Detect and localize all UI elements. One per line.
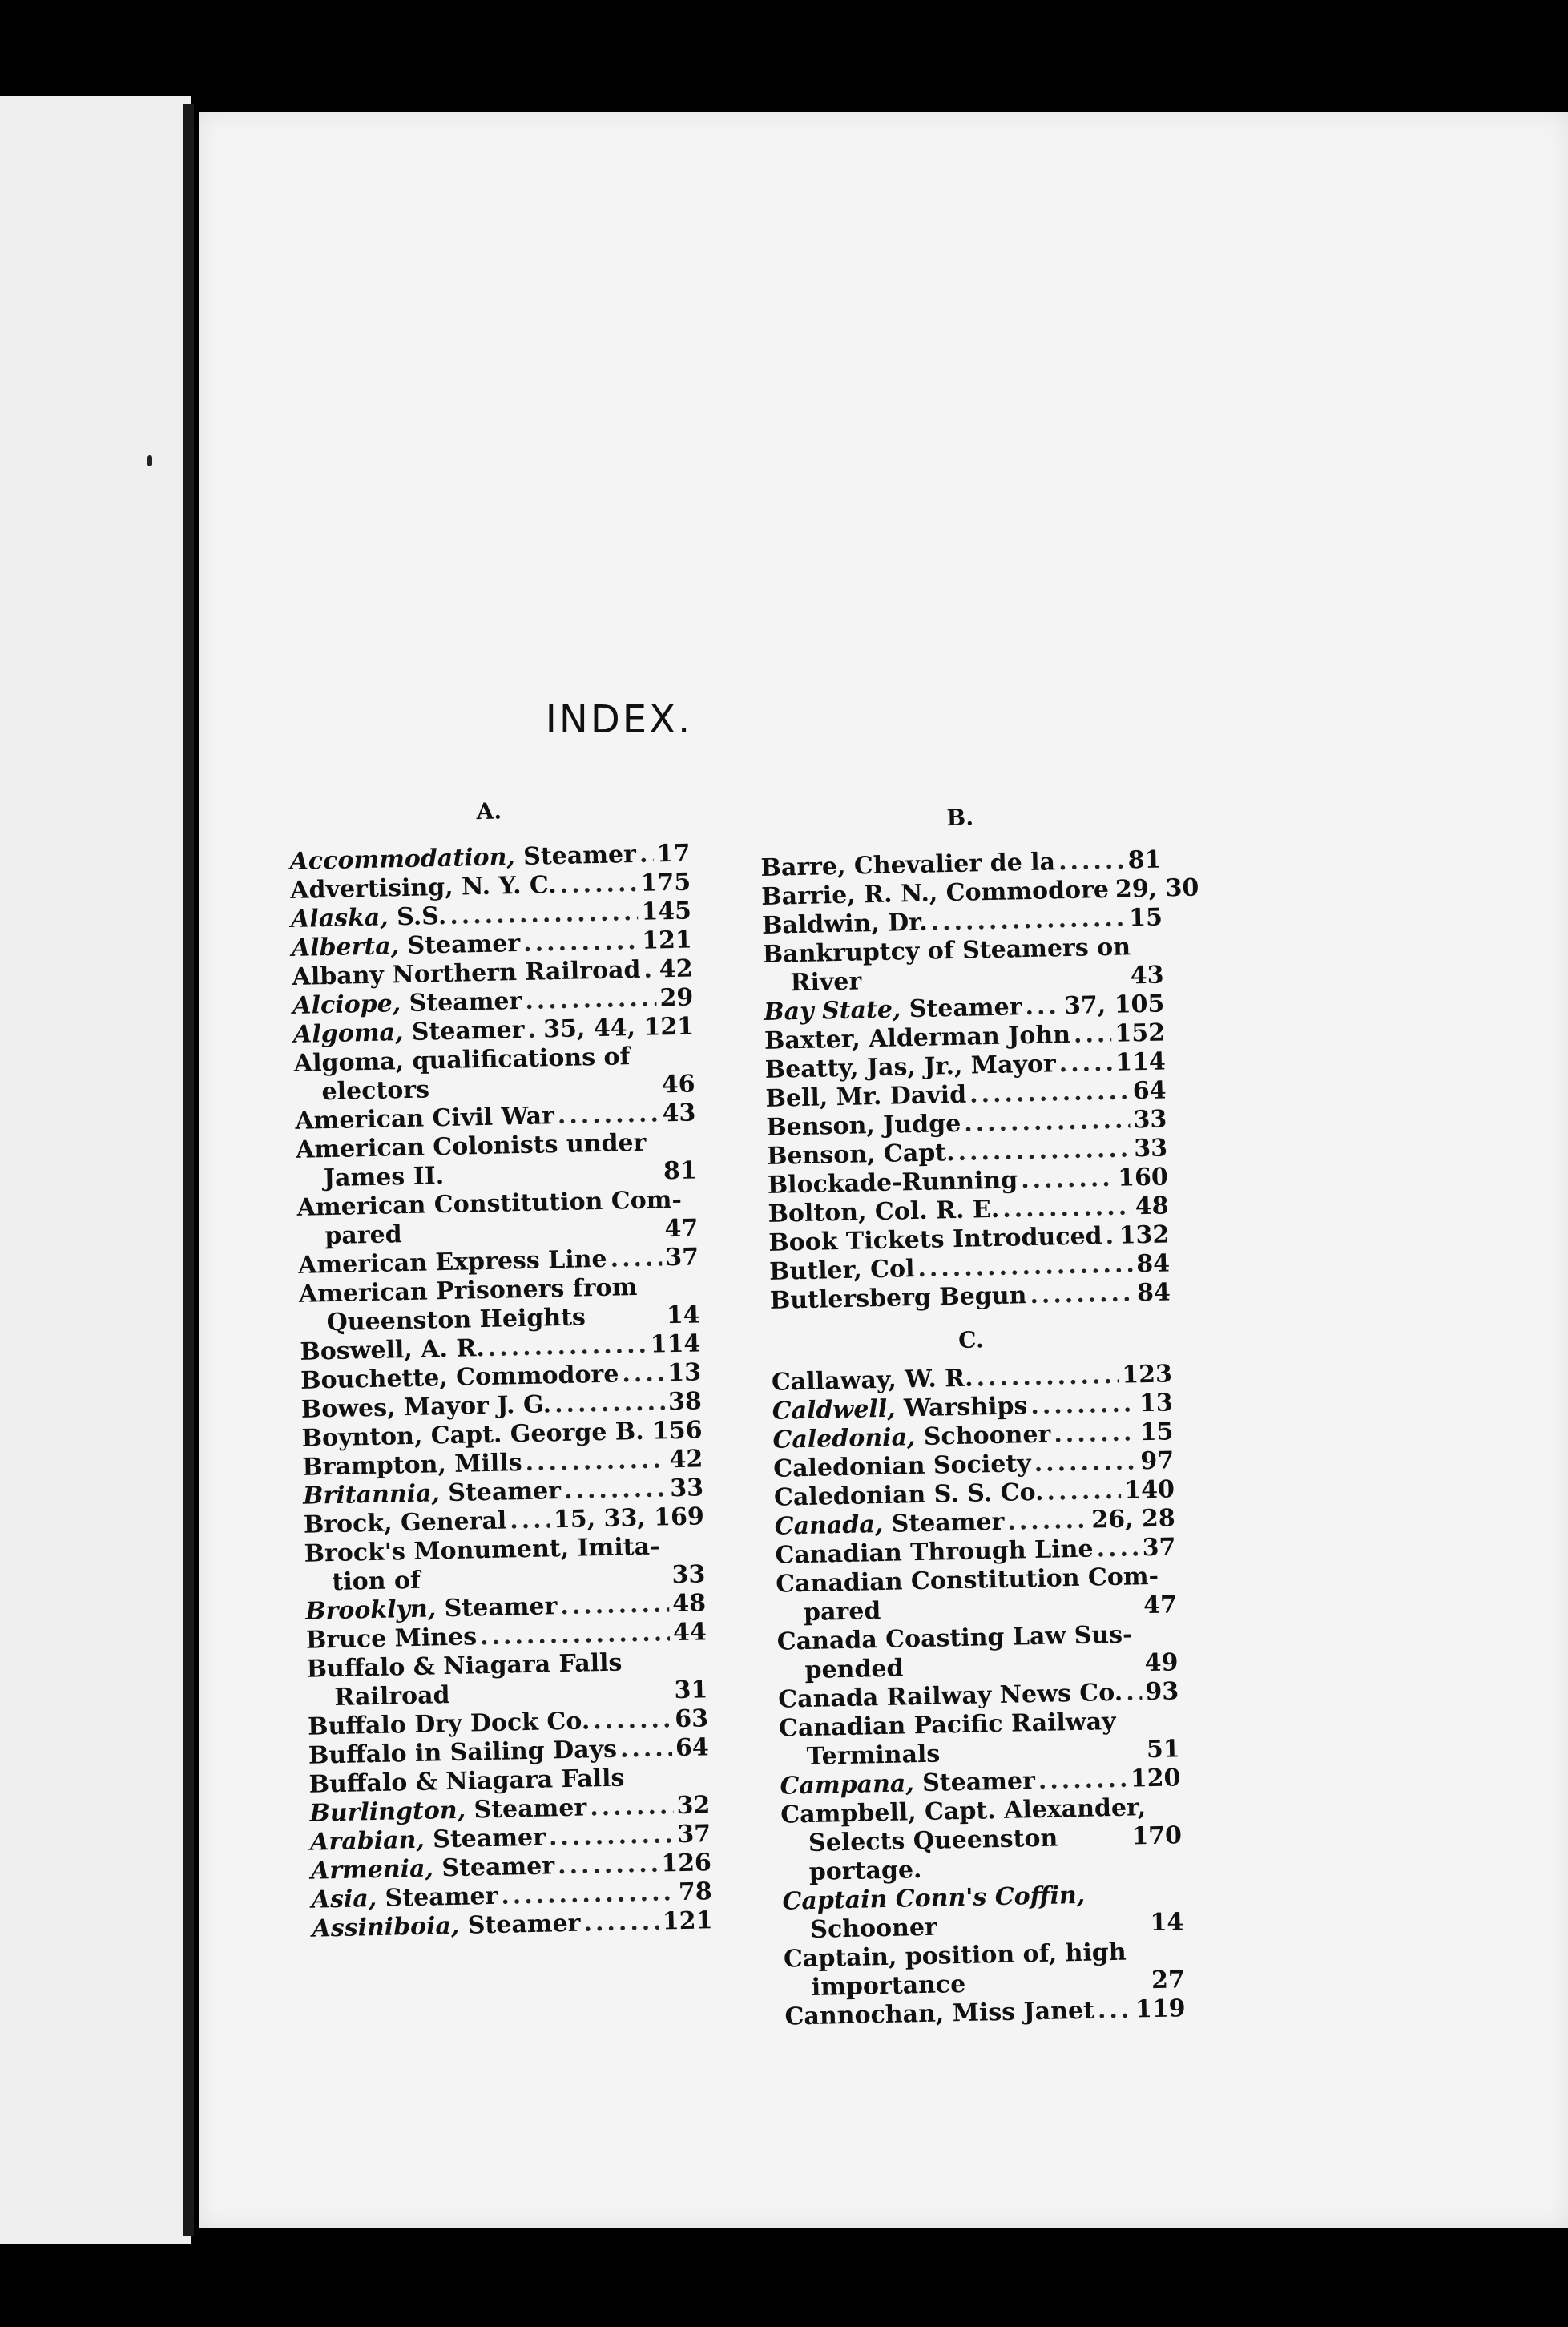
leader-dots	[564, 1474, 667, 1506]
entry-name: Boynton, Capt. George B.	[301, 1417, 644, 1453]
entry-name: Advertising, N. Y. C.	[289, 871, 558, 905]
entry-cont-text: James II.	[323, 1162, 445, 1193]
entry-name: American Colonists under	[295, 1128, 647, 1164]
entry-cont-text: pared	[803, 1597, 881, 1627]
ink-speck	[147, 455, 152, 466]
leader-dots	[480, 1619, 671, 1651]
entry-cont-text: Queenston Heights	[326, 1303, 586, 1337]
page-number: 63	[674, 1704, 709, 1734]
entry-cont-text: Selects Queenston portage.	[808, 1824, 1058, 1886]
page-number: 43	[662, 1099, 696, 1128]
entry-heading	[762, 909, 928, 941]
index-entry	[296, 1185, 698, 1251]
page-number: 15	[1139, 1418, 1174, 1447]
leader-dots	[865, 983, 1127, 989]
entry-cont-text: importance	[811, 1970, 966, 2002]
page-number: 37, 105	[1063, 990, 1165, 1021]
page-number: 29	[659, 983, 694, 1013]
index-entry	[784, 1937, 1185, 2002]
page-number: 120	[1130, 1764, 1181, 1793]
page-number: 33	[671, 1560, 706, 1590]
entry-heading	[768, 1196, 999, 1229]
entry-cont-text: Railroad	[334, 1681, 450, 1712]
page-number: 152	[1115, 1018, 1166, 1048]
entry-italic-name: Burlington,	[309, 1796, 466, 1828]
entry-italic-name: Alciope,	[292, 990, 401, 1020]
page-number: 47	[1143, 1591, 1178, 1620]
entry-name: Schooner	[915, 1420, 1051, 1452]
entry-cont-text: Schooner	[809, 1913, 938, 1944]
leader-dots	[1038, 1765, 1127, 1796]
page-number: 15, 33, 169	[553, 1502, 705, 1535]
page-number: 78	[678, 1877, 712, 1907]
leader-dots	[453, 1698, 671, 1703]
index-entry	[782, 1879, 1183, 1945]
page-number: 123	[1121, 1360, 1173, 1389]
entry-name: Steamer	[514, 840, 637, 872]
page-number: 37	[1142, 1533, 1176, 1563]
entry-heading	[769, 1255, 915, 1287]
entry-name: Steamer	[376, 1881, 498, 1913]
entry-name: Bell, Mr. David	[765, 1080, 967, 1113]
binding-shadow	[183, 104, 194, 2236]
entry-italic-name: Alberta,	[291, 932, 400, 962]
entry-name: Algoma, qualifications of	[293, 1043, 631, 1078]
entry-heading	[774, 1508, 1004, 1542]
page-number: 156	[651, 1416, 703, 1446]
page-number: 37	[676, 1820, 711, 1849]
section-letter-c: C.	[957, 1326, 985, 1353]
entry-italic-name: Canada,	[774, 1510, 884, 1541]
entry-cont-text: pared	[324, 1220, 403, 1251]
page-number: 175	[640, 868, 691, 897]
page-number: 97	[1140, 1446, 1175, 1476]
section-c-entries	[772, 1360, 1186, 2031]
entry-italic-name: Algoma,	[292, 1018, 404, 1049]
page-number: 47	[664, 1214, 699, 1244]
leader-dots	[643, 955, 656, 984]
entry-name: Steamer	[435, 1592, 558, 1623]
entry-italic-name: Britannia,	[302, 1479, 441, 1510]
entry-name: Steamer	[398, 929, 521, 961]
leader-dots	[976, 1361, 1119, 1393]
entry-name: Benson, Capt.	[766, 1138, 955, 1171]
entry-name: Bolton, Col. R. E.	[768, 1195, 1000, 1228]
page-number: 14	[1150, 1908, 1184, 1938]
page-number: 48	[1135, 1192, 1169, 1221]
entry-heading	[767, 1139, 955, 1172]
page-number: 49	[1144, 1648, 1179, 1678]
entry-italic-name: Caledonia,	[772, 1423, 916, 1454]
leader-dots	[1096, 1534, 1139, 1563]
page-number: 13	[1139, 1389, 1174, 1418]
leader-dots	[907, 1671, 1142, 1676]
page-number: 33	[1133, 1105, 1167, 1135]
leader-dots	[1030, 1389, 1136, 1421]
entry-name: Caledonian Society	[772, 1450, 1031, 1483]
page-title: INDEX.	[545, 697, 693, 742]
entry-name: Buffalo & Niagara Falls	[306, 1648, 623, 1684]
page-number: 48	[671, 1589, 707, 1619]
entry-heading	[291, 930, 520, 963]
page-number: 132	[1119, 1220, 1170, 1250]
leader-dots	[525, 1446, 667, 1478]
page-number: 27	[1151, 1966, 1186, 1995]
entry-name: Canada Railway News Co.	[777, 1678, 1123, 1714]
page-number: 37	[664, 1243, 699, 1272]
leader-dots	[964, 1106, 1131, 1138]
entry-name: Blockade-Running	[767, 1166, 1018, 1200]
section-letter-a: A.	[476, 797, 502, 825]
leader-dots	[917, 1250, 1134, 1284]
leader-dots	[558, 1850, 659, 1881]
entry-heading	[310, 1824, 546, 1857]
page-number: 126	[660, 1849, 712, 1878]
page-number: 46	[661, 1070, 695, 1099]
entry-name: Bruce Mines	[305, 1623, 478, 1655]
leader-dots	[1054, 1418, 1137, 1449]
leader-dots	[449, 898, 639, 931]
index-column-a	[288, 793, 713, 1944]
leader-dots	[1105, 1222, 1116, 1251]
index-entry	[306, 1647, 707, 1712]
leader-dots	[1007, 1506, 1089, 1537]
page-number: 44	[672, 1618, 707, 1647]
entry-heading	[291, 902, 447, 934]
entry-heading	[766, 1110, 961, 1143]
section-letter-b: B.	[946, 804, 974, 832]
entry-name: Baxter, Alderman John	[764, 1020, 1071, 1055]
entry-name: Brock, General	[303, 1506, 507, 1539]
leader-dots	[1126, 1678, 1143, 1707]
leader-dots	[1025, 992, 1061, 1022]
leader-dots	[1058, 1049, 1112, 1079]
entry-cont-text: electors	[321, 1075, 430, 1107]
page-number: 114	[1115, 1047, 1167, 1077]
leader-dots	[525, 984, 657, 1015]
leader-dots	[487, 1331, 647, 1363]
leader-dots	[593, 1705, 672, 1736]
entry-heading	[784, 1997, 1094, 2032]
entry-italic-name: Assiniboia,	[312, 1911, 460, 1943]
leader-dots	[1002, 1192, 1132, 1224]
entry-cont-text: River	[790, 967, 862, 998]
entry-name: Steamer	[433, 1852, 555, 1883]
entry-name: Beatty, Jas, Jr., Mayor	[764, 1050, 1057, 1084]
index-entry	[304, 1531, 705, 1597]
entry-name: Canadian Pacific Railway	[778, 1707, 1116, 1743]
page-number: 14	[666, 1301, 700, 1330]
page-number: 33	[669, 1474, 704, 1503]
entry-name: American Civil War	[295, 1102, 555, 1135]
leader-dots	[405, 1236, 662, 1242]
page-number: 29, 30	[1115, 873, 1199, 904]
leader-dots	[583, 1908, 659, 1938]
entry-name: Campbell, Capt. Alexander,	[780, 1793, 1147, 1829]
entry-name: Steamer	[882, 1507, 1005, 1539]
index-entry	[293, 1041, 695, 1107]
entry-name: Boswell, A. R.	[300, 1334, 486, 1366]
leader-dots	[622, 1359, 665, 1389]
entry-name: Bankruptcy of Steamers on	[762, 933, 1131, 969]
leader-dots	[1058, 846, 1125, 877]
entry-heading	[306, 1623, 478, 1655]
leader-dots	[620, 1734, 673, 1764]
leader-dots	[590, 1792, 674, 1822]
entry-name: Steamer	[424, 1823, 546, 1854]
page-number: 145	[641, 897, 692, 926]
leader-dots	[527, 1015, 540, 1044]
entry-name: Butler, Col	[768, 1255, 915, 1286]
leader-dots	[1046, 1477, 1122, 1507]
entry-name: Buffalo Dry Dock Co.	[307, 1707, 591, 1741]
page-number: 84	[1136, 1278, 1171, 1308]
entry-cont-text: pended	[804, 1654, 904, 1685]
leader-dots	[1098, 1996, 1133, 2026]
leader-dots	[1074, 1020, 1112, 1050]
entry-name: Steamer	[913, 1767, 1036, 1798]
page-number: 15	[1128, 903, 1163, 933]
entry-name: Baldwin, Dr.	[761, 908, 929, 940]
page-number: 42	[669, 1445, 703, 1474]
entry-name: American Express Line	[297, 1244, 607, 1280]
entry-heading	[300, 1334, 485, 1367]
entry-name: Steamer	[465, 1793, 587, 1825]
leader-dots	[549, 1821, 675, 1852]
entry-name: Albany Northern Railroad	[292, 955, 641, 991]
page-number: 93	[1145, 1677, 1179, 1707]
entry-name: Steamer	[400, 986, 522, 1018]
page-number: 43	[1130, 961, 1164, 990]
entry-heading	[765, 1081, 966, 1114]
index-page	[199, 112, 1568, 2228]
entry-name: Barre, Chevalier de la	[760, 848, 1056, 882]
leader-dots	[1112, 876, 1113, 905]
entry-cont-text: Terminals	[806, 1740, 941, 1772]
entry-italic-name: Armenia,	[310, 1854, 434, 1885]
entry-name: Cannochan, Miss Janet	[784, 1996, 1095, 2031]
leader-dots	[647, 1418, 649, 1446]
index-entry	[296, 1127, 697, 1193]
entry-italic-name: Campana,	[780, 1769, 915, 1801]
entry-heading	[304, 1506, 507, 1539]
entry-italic-name: Asia,	[311, 1884, 377, 1914]
entry-italic-name: Bay State,	[763, 995, 901, 1026]
page-number: 42	[659, 954, 693, 984]
leader-dots	[1021, 1164, 1115, 1195]
index-entry	[780, 1793, 1183, 1887]
leader-dots	[639, 840, 655, 869]
section-a-entries	[289, 840, 713, 1944]
entry-name: Steamer	[459, 1909, 581, 1940]
leader-dots	[943, 1757, 1143, 1761]
entry-name: Canadian Constitution Com-	[775, 1562, 1159, 1599]
entry-heading	[293, 1016, 525, 1050]
page-number: 64	[1132, 1076, 1167, 1106]
leader-dots	[885, 1613, 1141, 1619]
leader-dots	[501, 1878, 675, 1911]
leader-dots	[554, 1388, 666, 1419]
entry-italic-name: Alaska,	[290, 903, 389, 934]
leader-dots	[930, 904, 1126, 937]
entry-name: Buffalo & Niagara Falls	[308, 1764, 625, 1799]
entry-name: American Constitution Com-	[296, 1185, 683, 1222]
leader-dots	[957, 1135, 1131, 1168]
leader-dots	[560, 1590, 670, 1621]
page-number: 17	[656, 839, 691, 869]
entry-heading	[772, 1365, 973, 1397]
entry-name: Bowes, Mayor J. G.	[300, 1390, 552, 1424]
page-number: 13	[667, 1358, 702, 1388]
entry-name: Warships	[895, 1392, 1028, 1423]
entry-italic-name: Arabian,	[309, 1825, 425, 1857]
index-column-b	[760, 800, 1199, 2032]
index-entry	[299, 1272, 700, 1337]
entry-heading	[311, 1882, 498, 1915]
entry-heading	[770, 1281, 1027, 1316]
index-entry	[776, 1562, 1177, 1627]
page-number: 33	[1133, 1134, 1168, 1164]
entry-name: Canada Coasting Law Sus-	[776, 1620, 1133, 1656]
page-number: 170	[1131, 1821, 1183, 1851]
leader-dots	[589, 1323, 663, 1325]
page-number: 64	[675, 1733, 710, 1763]
entry-name: Barrie, R. N., Commodore	[760, 875, 1110, 911]
page-number: 32	[676, 1791, 711, 1821]
page-number: 51	[1146, 1735, 1181, 1764]
entry-name: Brampton, Mills	[302, 1449, 522, 1482]
entry-name: Butlersberg Begun	[769, 1281, 1027, 1315]
leader-dots	[1034, 1447, 1138, 1478]
entry-name: Canadian Through Line	[775, 1535, 1094, 1570]
page-number: 81	[1127, 845, 1162, 875]
page-number: 140	[1123, 1475, 1175, 1505]
entry-name: American Prisoners from	[298, 1273, 638, 1309]
entry-name: Buffalo in Sailing Days	[308, 1735, 618, 1770]
entry-name: Steamer	[900, 993, 1022, 1024]
entry-name: Benson, Judge	[766, 1109, 961, 1142]
page-number: 121	[641, 926, 693, 955]
entry-heading	[302, 1449, 522, 1482]
index-entry	[776, 1619, 1178, 1685]
entry-italic-name: Brooklyn,	[304, 1595, 437, 1626]
entry-heading	[292, 987, 522, 1021]
leader-dots	[424, 1583, 669, 1587]
entry-name: Steamer	[439, 1477, 562, 1508]
entry-heading	[312, 1910, 581, 1944]
page-number: 114	[650, 1329, 701, 1359]
entry-cont-text: tion of	[332, 1566, 421, 1597]
page-number: 84	[1135, 1249, 1171, 1279]
page-number: 119	[1135, 1994, 1186, 2024]
page-number: 81	[663, 1156, 698, 1186]
entry-name: Caledonian S. S. Co.	[773, 1478, 1044, 1512]
entry-name: Book Tickets Introduced	[768, 1222, 1102, 1257]
page-number: 26, 28	[1090, 1504, 1176, 1535]
leader-dots	[523, 927, 639, 958]
entry-continuation	[781, 1821, 1183, 1887]
leader-dots	[433, 1092, 659, 1097]
section-b-entries	[760, 845, 1199, 1316]
entry-name: Callaway, W. R.	[771, 1364, 973, 1397]
page-number: 38	[667, 1387, 703, 1417]
entry-name: Bouchette, Commodore	[300, 1360, 619, 1395]
entry-name: Brock's Monument, Imita-	[304, 1532, 660, 1568]
entry-name: Steamer	[403, 1015, 525, 1047]
leader-dots	[557, 1099, 659, 1131]
entry-italic-name: Accommodation,	[289, 843, 516, 876]
index-entry	[779, 1706, 1180, 1772]
leader-dots	[610, 1244, 662, 1273]
previous-page-edge	[0, 96, 191, 2244]
entry-italic-name: Caldwell,	[772, 1394, 896, 1426]
leader-dots	[941, 1930, 1147, 1934]
index-entry	[762, 932, 1163, 998]
leader-dots	[559, 869, 638, 900]
entry-name: S.S.	[388, 901, 447, 932]
page-number: 35, 44, 121	[542, 1012, 695, 1044]
entry-italic-name: Captain Conn's Coffin,	[782, 1881, 1086, 1916]
entry-name: Captain, position of, high	[783, 1938, 1127, 1974]
leader-dots	[447, 1179, 660, 1184]
leader-dots	[1030, 1279, 1134, 1310]
page-number: 160	[1117, 1163, 1169, 1192]
page-number: 121	[662, 1906, 713, 1936]
leader-dots	[969, 1077, 1130, 1109]
page-number: 31	[674, 1676, 708, 1705]
leader-dots	[510, 1506, 550, 1535]
leader-dots	[969, 1988, 1148, 1992]
